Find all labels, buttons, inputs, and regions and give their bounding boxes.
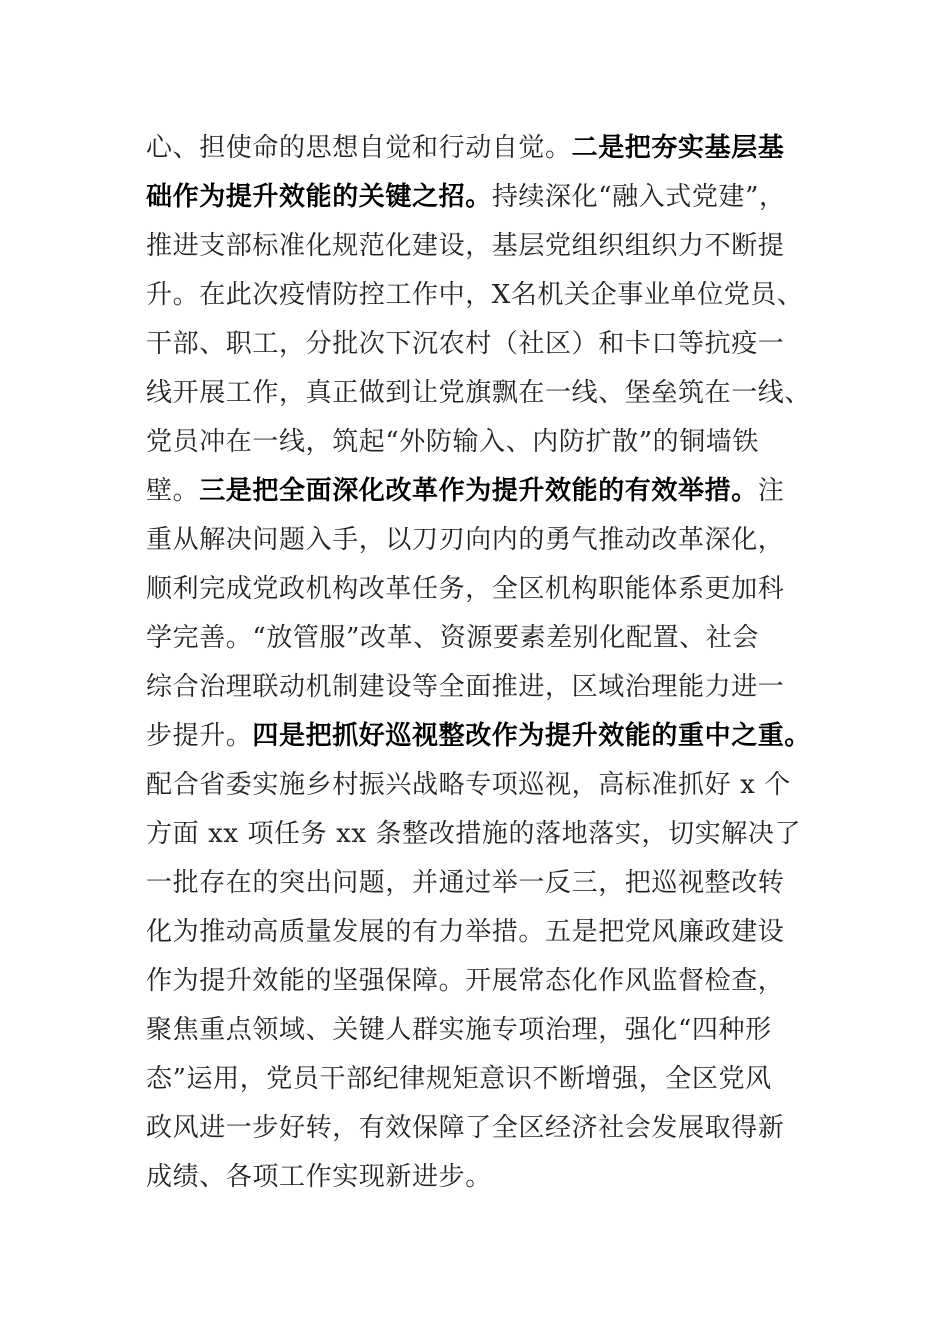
body-text: 聚焦重点领域、关键人群实施专项治理，强化“四种形 xyxy=(146,1015,772,1045)
body-text: 重从解决问题入手，以刀刃向内的勇气推动改革深化， xyxy=(146,525,785,555)
text-line xyxy=(146,1153,818,1202)
text-line xyxy=(146,663,818,712)
text-line xyxy=(146,369,818,418)
bold-heading-text: 三是把全面深化改革作为提升效能的有效举措。 xyxy=(199,476,758,506)
text-line xyxy=(146,1055,818,1104)
text-line xyxy=(146,320,818,369)
text-line xyxy=(146,761,818,810)
bold-heading-text: 础作为提升效能的关键之招。 xyxy=(146,182,492,212)
body-text: 推进支部标准化规范化建设，基层党组织组织力不断提 xyxy=(146,231,785,261)
text-line xyxy=(146,418,818,467)
text-line xyxy=(146,1006,818,1055)
text-line xyxy=(146,467,818,516)
body-text: 壁。 xyxy=(146,476,200,506)
body-text: 态”运用，党员干部纪律规矩意识不断增强，全区党风 xyxy=(146,1064,772,1094)
body-text: 线开展工作，真正做到让党旗飘在一线、堡垒筑在一线、 xyxy=(146,378,812,408)
body-text: 综合治理联动机制建设等全面推进，区域治理能力进一 xyxy=(146,672,785,702)
body-text: 升。在此次疫情防控工作中，X名机关企事业单位党员、 xyxy=(146,280,804,310)
text-line xyxy=(146,1104,818,1153)
bold-heading-text: 四是把抓好巡视整改作为提升效能的重中之重。 xyxy=(252,721,812,751)
text-line xyxy=(146,124,818,173)
body-text: 学完善。“放管服”改革、资源要素差别化配置、社会 xyxy=(146,623,759,653)
body-text: 成绩、各项工作实现新进步。 xyxy=(146,1162,492,1192)
text-line xyxy=(146,712,818,761)
body-text: 作为提升效能的坚强保障。开展常态化作风监督检查， xyxy=(146,966,785,996)
text-line xyxy=(146,614,818,663)
body-text: 注 xyxy=(757,476,785,506)
body-text: 顺利完成党政机构改革任务，全区机构职能体系更加科 xyxy=(146,574,785,604)
text-line xyxy=(146,516,818,565)
body-text: 步提升。 xyxy=(146,721,253,751)
text-line xyxy=(146,565,818,614)
text-line xyxy=(146,173,818,222)
body-text: 化为推动高质量发展的有力举措。五是把党风廉政建设 xyxy=(146,917,785,947)
text-line xyxy=(146,271,818,320)
body-text: 心、担使命的思想自觉和行动自觉。 xyxy=(146,133,572,163)
body-text: 干部、职工，分批次下沉农村（社区）和卡口等抗疫一 xyxy=(146,329,785,359)
body-text: 持续深化“融入式党建”， xyxy=(491,182,786,212)
text-line xyxy=(146,908,818,957)
body-text: 政风进一步好转，有效保障了全区经济社会发展取得新 xyxy=(146,1113,785,1143)
body-paragraph xyxy=(146,124,818,1202)
bold-heading-text: 二是把夯实基层基 xyxy=(571,133,785,163)
body-text: 党员冲在一线，筑起“外防输入、内防扩散”的铜墙铁 xyxy=(146,427,759,457)
text-line xyxy=(146,957,818,1006)
body-text: 配合省委实施乡村振兴战略专项巡视，高标准抓好 x 个 xyxy=(146,770,791,800)
text-line xyxy=(146,810,818,859)
body-text: 方面 xx 项任务 xx 条整改措施的落地落实，切实解决了 xyxy=(146,819,802,849)
body-text: 一批存在的突出问题，并通过举一反三，把巡视整改转 xyxy=(146,868,785,898)
text-line xyxy=(146,859,818,908)
text-line xyxy=(146,222,818,271)
